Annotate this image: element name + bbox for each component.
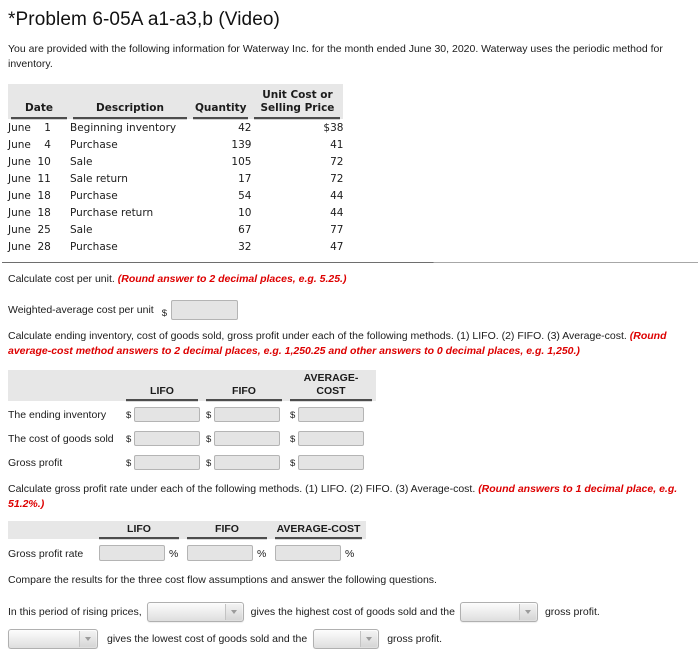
header-stub xyxy=(8,521,95,539)
col-header-unit-cost: Unit Cost or Selling Price xyxy=(254,88,340,119)
section-divider xyxy=(2,262,698,263)
weighted-average-cost-input[interactable] xyxy=(171,300,238,320)
table-row xyxy=(8,449,376,473)
dollar-sign: $ xyxy=(161,308,168,319)
intro-text: You are provided with the following information for Waterway Inc. for the month ended June 30, 2020. Waterway uses the periodic method for inventory. xyxy=(8,43,663,70)
ending-inventory-fifo-input[interactable] xyxy=(214,407,280,422)
dollar-sign: $ xyxy=(290,410,296,421)
weighted-average-row xyxy=(8,300,700,320)
dollar-sign: $ xyxy=(126,458,132,469)
problem-page xyxy=(0,9,700,645)
col-header-description: Description xyxy=(73,101,187,119)
dollar-sign: $ xyxy=(126,434,132,445)
cogs-fifo-input[interactable] xyxy=(214,431,280,446)
table-row xyxy=(8,539,366,564)
gross-profit-rate-table xyxy=(8,521,366,564)
line1-before-text: In this period of rising prices, xyxy=(8,606,142,618)
col-header-lifo: LIFO xyxy=(126,385,198,401)
line1-after-text: gross profit. xyxy=(544,606,600,618)
compare-line-1 xyxy=(8,602,700,622)
row-label-gross-profit: Gross profit xyxy=(8,457,63,469)
rounding-note: (Round answer to 2 decimal places, e.g. 5.25.) xyxy=(117,273,347,285)
inventory-table xyxy=(8,84,343,255)
highest-cogs-select[interactable] xyxy=(147,602,244,622)
dropdown-arrow-icon xyxy=(79,631,96,647)
inventory-header-row xyxy=(8,84,343,119)
col-header-lifo: LIFO xyxy=(99,523,179,539)
cogs-average-input[interactable] xyxy=(298,431,364,446)
table-row: June 18 Purchase 54 44 xyxy=(8,190,344,202)
rounding-note: (Round answers to 1 decimal place, e.g. 51.2%.) xyxy=(8,483,678,510)
highest-gross-profit-select[interactable] xyxy=(460,602,538,622)
dollar-sign: $ xyxy=(290,434,296,445)
table-row: June 4 Purchase 139 41 xyxy=(8,139,344,151)
gross-profit-lifo-input[interactable] xyxy=(134,455,200,470)
rate-prompt: Calculate gross profit rate under each of the following methods. (1) LIFO. (2) FIFO. (3) Average-cost. (Round answers to 1 decimal place, e.g. 51.2%.) xyxy=(8,483,678,510)
row-label-ending-inventory: The ending inventory xyxy=(8,409,107,421)
lowest-gross-profit-select[interactable] xyxy=(313,629,379,649)
header-stub xyxy=(8,370,122,401)
gross-profit-rate-lifo-input[interactable] xyxy=(99,545,165,561)
table-row: June 10 Sale 105 72 xyxy=(8,156,344,168)
rate-header-row xyxy=(8,521,366,539)
dollar-sign: $ xyxy=(206,434,212,445)
line2-middle-text: gives the lowest cost of goods sold and the xyxy=(107,633,308,645)
cogs-lifo-input[interactable] xyxy=(134,431,200,446)
percent-sign: % xyxy=(345,548,355,560)
row-label-gross-profit-rate: Gross profit rate xyxy=(8,548,84,560)
methods-prompt: Calculate ending inventory, cost of goods sold, gross profit under each of the following methods. (1) LIFO. (2) FIFO. (3) Average-cost. (Round average-cost method answers to 2 decimal places, e.g. 1,250.25 and other answers to 0 decimal places, e.g. 1,250.) xyxy=(8,330,667,357)
rounding-note: (Round average-cost method answers to 2 decimal places, e.g. 1,250.25 and other answers to 0 decimal places, e.g. 1,250.) xyxy=(8,330,667,357)
gross-profit-rate-average-input[interactable] xyxy=(275,545,341,561)
col-header-date: Date xyxy=(11,101,67,119)
table-row: June 1 Beginning inventory 42 $38 xyxy=(8,122,344,134)
table-row: June 25 Sale 67 77 xyxy=(8,224,344,236)
methods-table xyxy=(8,370,376,473)
col-header-fifo: FIFO xyxy=(206,385,282,401)
dollar-sign: $ xyxy=(290,458,296,469)
weighted-average-label: Weighted-average cost per unit xyxy=(8,304,154,316)
table-row: June 28 Purchase 32 47 xyxy=(8,241,344,253)
gross-profit-average-input[interactable] xyxy=(298,455,364,470)
page-title: *Problem 6-05A a1-a3,b (Video) xyxy=(8,9,280,30)
table-row: June 11 Sale return 17 72 xyxy=(8,173,344,185)
table-row xyxy=(8,425,376,449)
ending-inventory-lifo-input[interactable] xyxy=(134,407,200,422)
row-label-cogs: The cost of goods sold xyxy=(8,433,114,445)
percent-sign: % xyxy=(257,548,267,560)
dropdown-arrow-icon xyxy=(519,604,536,620)
cost-per-unit-prompt: Calculate cost per unit. (Round answer to 2 decimal places, e.g. 5.25.) xyxy=(8,273,347,285)
col-header-fifo: FIFO xyxy=(187,523,267,539)
gross-profit-rate-fifo-input[interactable] xyxy=(187,545,253,561)
compare-prompt: Compare the results for the three cost flow assumptions and answer the following questions. xyxy=(8,574,437,586)
dropdown-arrow-icon xyxy=(225,604,242,620)
line2-after-text: gross profit. xyxy=(387,633,443,645)
compare-line-2 xyxy=(8,629,700,649)
col-header-average-cost: AVERAGE-COST xyxy=(290,372,372,401)
dropdown-arrow-icon xyxy=(360,631,377,647)
percent-sign: % xyxy=(169,548,179,560)
dollar-sign: $ xyxy=(206,458,212,469)
lowest-cogs-select[interactable] xyxy=(8,629,98,649)
line1-middle-text: gives the highest cost of goods sold and the xyxy=(250,606,455,618)
col-header-quantity: Quantity xyxy=(193,101,248,119)
dollar-sign: $ xyxy=(126,410,132,421)
methods-header-row xyxy=(8,370,376,401)
gross-profit-fifo-input[interactable] xyxy=(214,455,280,470)
dollar-sign: $ xyxy=(206,410,212,421)
col-header-average-cost: AVERAGE-COST xyxy=(275,523,362,539)
table-row: June 18 Purchase return 10 44 xyxy=(8,207,344,219)
table-row xyxy=(8,401,376,425)
ending-inventory-average-input[interactable] xyxy=(298,407,364,422)
